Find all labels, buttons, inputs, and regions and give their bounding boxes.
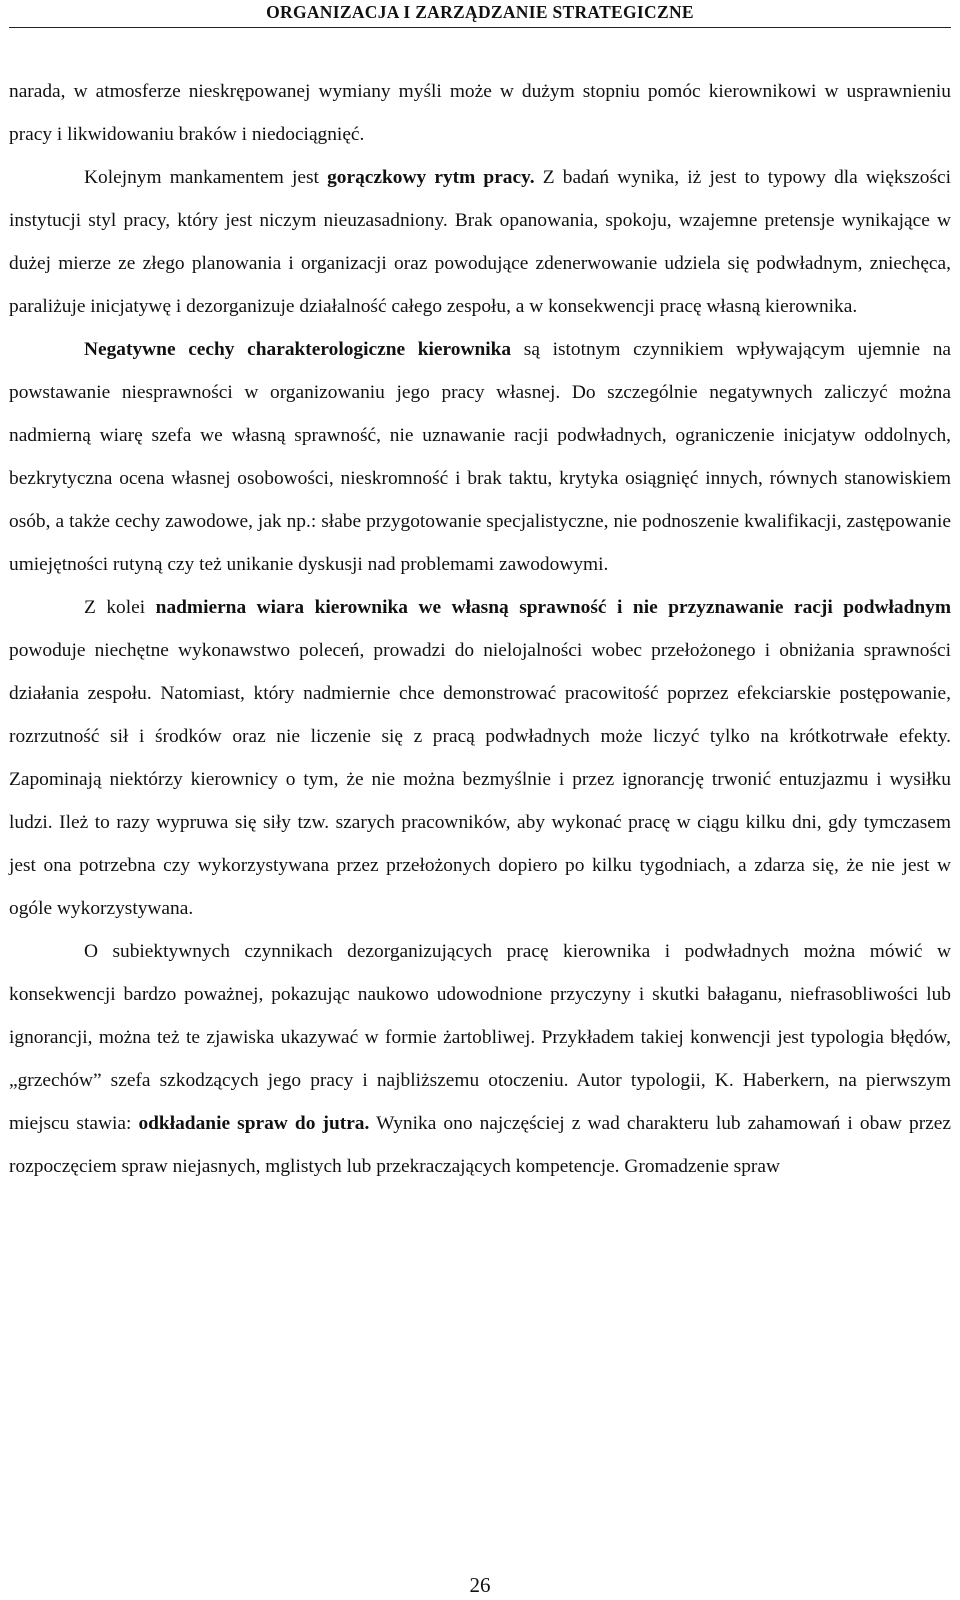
emphasized-text: odkładanie spraw do jutra. — [138, 1113, 370, 1134]
page-header — [0, 0, 960, 30]
text-run: O subiektywnych czynnikach dezorganizujących pracę kierownika i podwładnych można mówić w konsekwencji bardzo poważnej, pokazując naukowo udowodnione przyczyny i skutki bałaganu, niefrasobliwości lub ignorancji, można też te zjawiska ukazywać w formie żartobliwej. Przykładem takiej konwencji jest typologia błędów, „grzechów” szefa szkodzących jego pracy i najbliższemu otoczeniu. Autor typologii, K. Haberkern, na pierwszym miejscu stawia: — [9, 941, 951, 1134]
text-run: narada, w atmosferze nieskrępowanej wymiany myśli może w dużym stopniu pomóc kierownikowi w usprawnieniu pracy i likwidowaniu braków i niedociągnięć. — [9, 81, 951, 145]
text-run: są istotnym czynnikiem wpływającym ujemnie na powstawanie niesprawności w organizowaniu jego pracy własnej. Do szczególnie negatywnych zaliczyć można nadmierną wiarę szefa we własną sprawność, nie uznawanie racji podwładnych, ograniczenie inicjatyw oddolnych, bezkrytyczna ocena własnej osobowości, nieskromność i brak taktu, krytyka osiągnięć innych, równych stanowiskiem osób, a także cechy zawodowe, jak np.: słabe przygotowanie specjalistyczne, nie podnoszenie kwalifikacji, zastępowanie umiejętności rutyną czy też unikanie dyskusji nad problemami zawodowymi. — [9, 339, 952, 575]
paragraph — [9, 70, 951, 156]
paragraph — [9, 586, 951, 930]
text-run: Z kolei — [84, 597, 156, 618]
text-run: Wynika ono najczęściej z wad charakteru lub zahamowań i obaw przez rozpoczęciem spraw niejasnych, mglistych lub przekraczających kompetencje. Gromadzenie spraw — [9, 1113, 951, 1177]
text-run: Kolejnym mankamentem jest — [84, 167, 328, 188]
paragraph — [9, 930, 951, 1188]
running-head-title: ORGANIZACJA I ZARZĄDZANIE STRATEGICZNE — [266, 2, 694, 22]
paragraph — [9, 328, 951, 586]
emphasized-text: Negatywne cechy charakterologiczne kierownika — [84, 339, 512, 360]
paragraph — [9, 156, 951, 328]
document-body — [9, 70, 951, 1188]
header-divider — [9, 27, 951, 28]
text-run: powoduje niechętne wykonawstwo poleceń, prowadzi do nielojalności wobec przełożonego i obniżania sprawności działania zespołu. Natomiast, który nadmiernie chce demonstrować pracowitość poprzez efekciarskie postępowanie, rozrzutność sił i środków oraz nie liczenie się z pracą podwładnych może liczyć tylko na krótkotrwałe efekty. Zapominają niektórzy kierownicy o tym, że nie można bezmyślnie i przez ignorancję trwonić entuzjazmu i wysiłku ludzi. Ileż to razy wypruwa się siły tzw. szarych pracowników, aby wykonać pracę w ciągu kilku dni, gdy tymczasem jest ona potrzebna czy wykorzystywana przez przełożonych dopiero po kilku tygodniach, a zdarza się, że nie jest w ogóle wykorzystywana. — [9, 640, 951, 919]
emphasized-text: gorączkowy rytm pracy. — [327, 167, 535, 188]
text-run: Z badań wynika, iż jest to typowy dla większości instytucji styl pracy, który jest niczym nieuzasadniony. Brak opanowania, spokoju, wzajemne pretensje wynikające w dużej mierze ze złego planowania i organizacji oraz powodujące zdenerwowanie udziela się podwładnym, zniechęca, paraliżuje inicjatywę i dezorganizuje działalność całego zespołu, a w konsekwencji pracę własną kierownika. — [9, 167, 952, 317]
emphasized-text: nadmierna wiara kierownika we własną sprawność i nie przyznawanie racji podwładnym — [155, 597, 952, 618]
page-number: 26 — [469, 1573, 491, 1597]
